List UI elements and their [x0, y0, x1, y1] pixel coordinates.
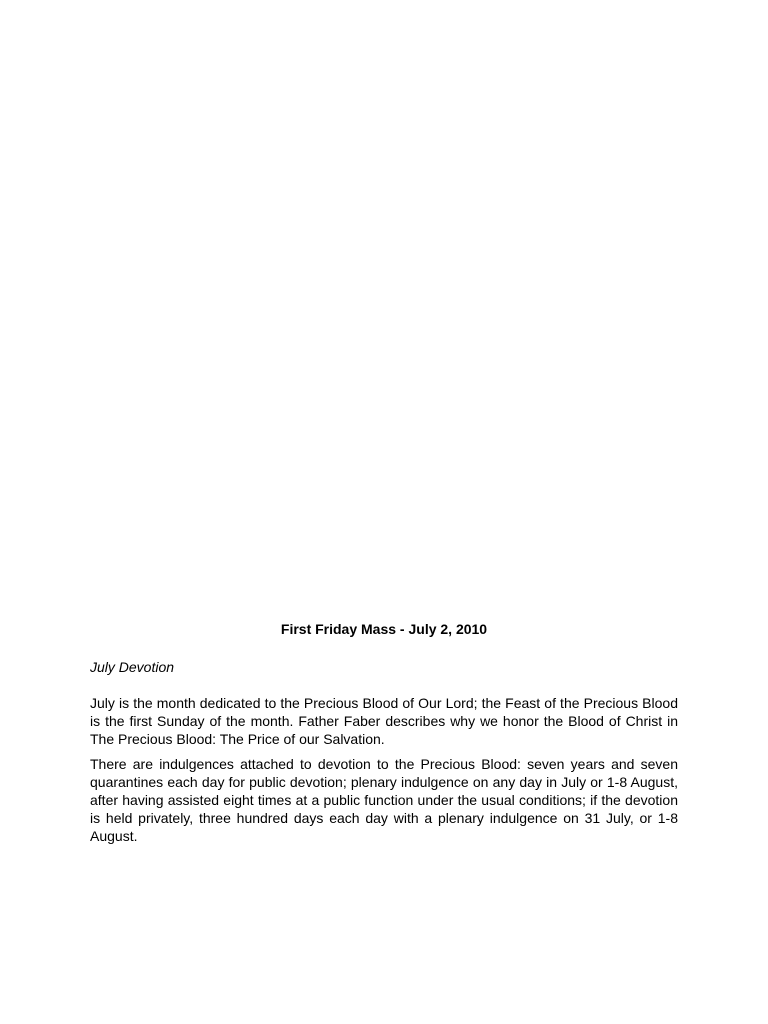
paragraph-intro: July is the month dedicated to the Precious Blood of Our Lord; the Feast of the Precious Blood is the first Sunday of the month. Father Faber describes why we honor the Blood of Christ in The Precious Blood: The Price of our Salvation. [90, 695, 678, 747]
document-title: First Friday Mass - July 2, 2010 [280, 621, 488, 637]
paragraph-indulgences: There are indulgences attached to devotion to the Precious Blood: seven years and seven quarantines each day for public devotion; plenary indulgence on any day in July or 1-8 August, after having assisted eight times at a public function under the usual conditions; if the devotion is held privately, three hundred days each day with a plenary indulgence on 31 July, or 1-8 August. [90, 756, 678, 844]
section-heading: July Devotion [90, 659, 175, 675]
document-body [90, 619, 678, 845]
